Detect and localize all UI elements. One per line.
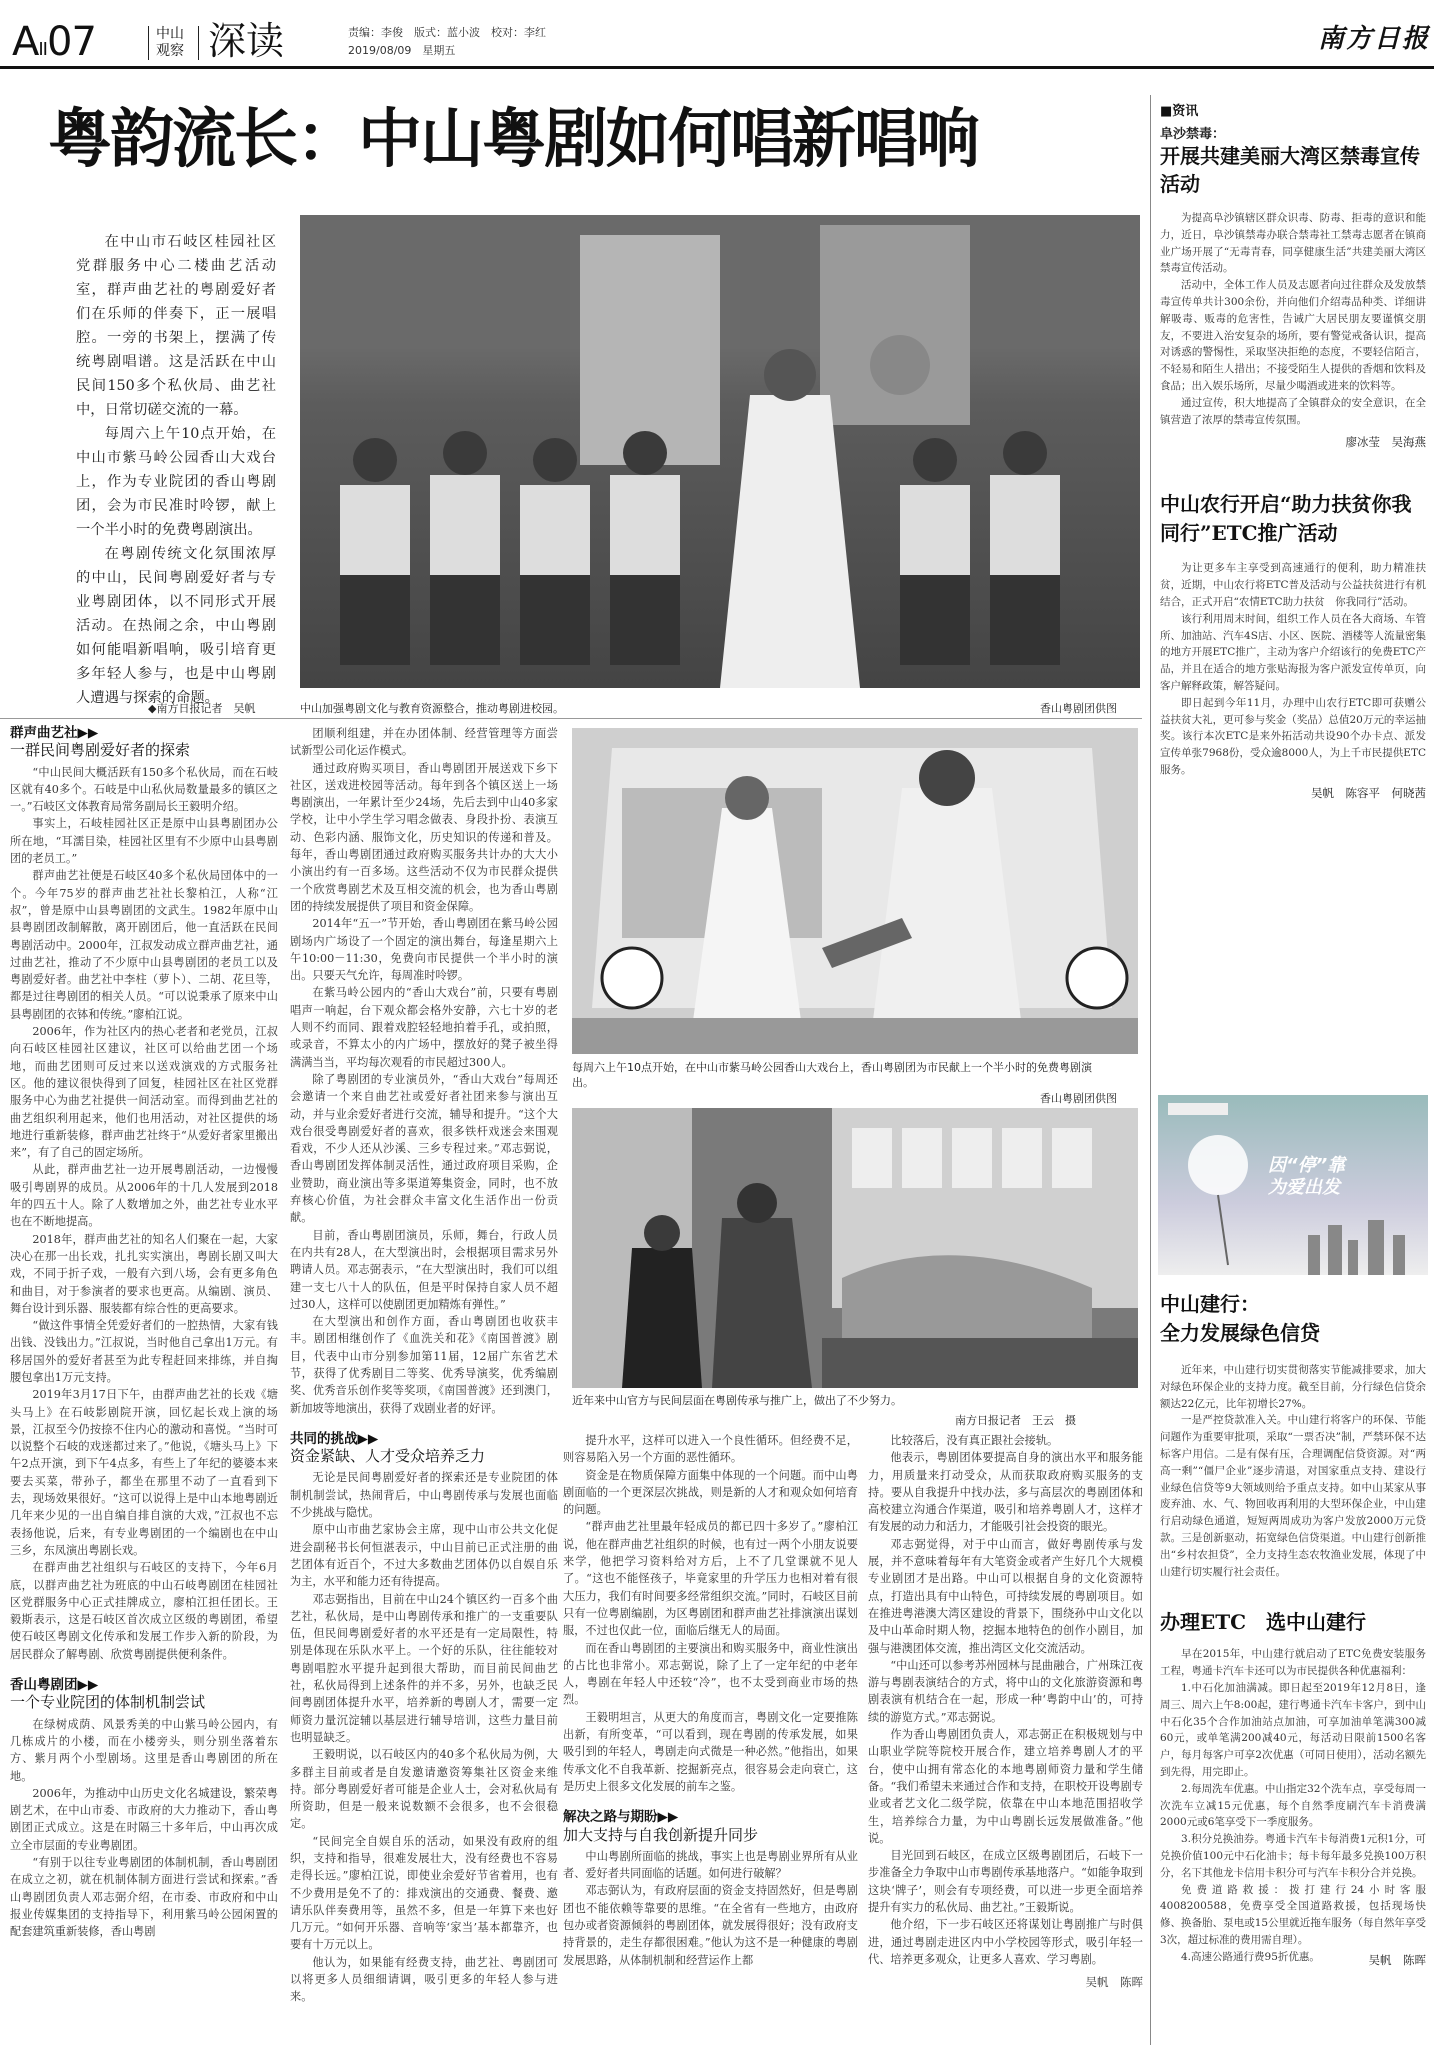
news-4-body: 早在2015年，中山建行就启动了ETC免费安装服务工程，粤通卡汽车卡还可以为市民提供各种优惠福利： 1.中石化加油满减。即日起至2019年12月8日，逢周三、周六上午8:00起，建行粤通卡汽车卡客户，到中山中石化35个合作加油站点加油，可享加油单笔满300减60元，或单笔满200减40元，每活动日限前1500名客户，每月每客户可享2次优惠（可同日使用），活动名额先到先得，用完即止。 2.每周洗车优惠。中山指定32个洗车点，享受每周一次洗车立减15元优惠，每个自然季度刷汽车卡消费满2000元或6笔享受下一季度服务。 3.积分兑换油券。粤通卡汽车卡每消费1元积1分，可兑换价值100元中石化油卡；每卡每年最多兑换100万积分，名下其他龙卡信用卡积分可与汽车卡积分合并兑换。 免费道路救援：拨打建行24小时客服4008200588，免费享受全国道路救援，包括现场快修、换备胎、泵电或15公里就近拖车服务（每自然年享受3次，超过标准的费用需自理）。 4.高速公路通行费95折优惠。 (1160, 1648, 1426, 1963)
opera-performance-image (572, 728, 1138, 1054)
section-title: 深读 (208, 19, 285, 63)
section-heading-solution: 解决之路与期盼▶▶ (563, 1809, 679, 1826)
ad-slogan: 因“停”靠 为爱出发 (1268, 1155, 1346, 1198)
column-3: 提升水平，这样可以进入一个良性循环。但经费不足，则容易陷入另一个方面的恶性循环。 资金是在物质保障方面集中体现的一个问题。而中山粤剧面临的一个更深层次挑战，则是新的人才和观众如何培育的问题。 “群声曲艺社里最年轻成员的都已四十多岁了。”廖柏江说，他在群声曲艺社组织的时候，也有过一两个小朋友说要来学，他把学习资料给对方后，上不了几堂课就不见人了。“这也不能怪孩子，毕竟家里的升学压力也相对着有很大压力，我们有时间要多经常组织交流。”同时，石岐区目前只有一位粤剧编剧，为区粤剧团和群声曲艺社排演演出谋划服，不过也仅此一位，面临后继无人的局面。 而在香山粤剧团的主要演出和购买服务中，商业性演出的占比也非常小。邓志弼说，除了上了一定年纪的中老年人，粤剧在年轻人中还较“冷”，也不太受到商业市场的热烈。 王毅明坦言，从更大的角度而言，粤剧文化一定要推陈出新，有所变革，“可以看到，现在粤剧的传承发展，如果吸引到的年轻人，粤剧走向式微是一种必然。”他指出，如果传承文化不自我革新、挖掘新亮点，很容易会走向衰亡，这是历史上很多文化发展的前车之鉴。 解决之路与期盼▶▶ 加大支持与自我创新提升同步 中山粤剧所面临的挑战，事实上也是粤剧业界所有从业者、爱好者共同面临的话题。如何进行破解？ 邓志弼认为，有政府层面的资金支持固然好，但是粤剧团也不能依赖等靠要的思维。“在全省有一些地方，由政府包办或者资源倾斜的粤剧团体，就发展得很好；没有政府支持背景的，走生存都很困难。”他认为这不是一种健康的粤剧发展思路，从体制机制和经营运作上都 (563, 1434, 858, 1967)
headline: 粤韵流长：中山粤剧如何唱新唱响 (48, 102, 978, 177)
section-heading-qunsheng: 群声曲艺社▶▶ (10, 725, 99, 741)
opera-performance-photo (572, 728, 1138, 1054)
column-2: 团顺利组建，并在办团体制、经营管理等方面尝试新型公司化运作模式。 通过政府购买项目，香山粤剧团开展送戏下乡下社区，送戏进校园等活动。每年到各个镇区送上一场粤剧演出，一年累计至少24场，先后去到中山40多家学校，让中小学生学习唱念做表、身段扑扮、表演互动、色彩内涵、服饰文化，历史知识的传递和普及。每年，香山粤剧团通过政府购买服务共计办的大大小小演出约有一百多场。这些活动不仅为市民群众提供一个欣赏粤剧艺术及互相交流的机会，也为香山粤剧团的持续发展提供了项目和资金保障。 2014年“五一”节开始，香山粤剧团在紫马岭公园剧场内广场设了一个固定的演出舞台，每逢星期六上午10:00－11:30，免费向市民提供一个半小时的演出。只要天气允许，每周准时呤锣。 在紫马岭公园内的“香山大戏台”前，只要有粤剧唱声一响起，台下观众都会格外安静，六七十岁的老人则不约而同、跟着戏腔轻轻地拍着手孔，或拍照，或录音，不算太小的内广场中，摆放好的凳子被坐得满满当当，平均每次观看的市民超过300人。 除了粤剧团的专业演员外，“香山大戏台”每周还会邀请一个来自曲艺社或爱好者社团来参与演出互动，并与业余爱好者进行交流，辅导和提升。“这个大戏台很受粤剧爱好者的喜欢，很多铁杆戏迷会来围观看戏，不少人还从沙溪、三乡专程过来。”邓志弼说，香山粤剧团发挥体制灵活性，通过政府项目采购，企业赞助，商业演出等多渠道筹集资金，同时，也不放弃核心价值，为社会群众丰富文化生活作出一份贡献。 目前，香山粤剧团演员，乐师，舞台，行政人员在内共有28人，在大型演出时，会根据项目需求另外聘请人员。邓志弼表示，“在大型演出时，我们可以组建一支七八十人的队伍，但是平时保持自家人员不超过30人，这样可以使剧团更加精炼有弹性。” 在大型演出和创作方面，香山粤剧团也收获丰丰。剧团相继创作了《血洗关和花》《南国普渡》剧目，代表中山市分别参加第11届，12届广东省艺术节，获得了优秀剧目二等奖、优秀导演奖，优秀编剧奖、优秀音乐创作奖等奖项，《南国普渡》还到澳门，新加坡等地演出，获得了戏剧业者的好评。 共同的挑战▶▶ 资金紧缺、人才受众培养乏力 无论是民间粤剧爱好者的探索还是专业院团的体制机制尝试，热闹背后，中山粤剧传承与发展也面临不少挑战与隐忧。 原中山市曲艺家协会主席，现中山市公共文化促进会副秘书长何恒湛表示，中山目前已正式注册的曲艺团体有近百个，不过大多数曲艺团体仍以自娱自乐为主，水平和能力还有待提高。 邓志弼指出，目前在中山24个镇区约一百多个曲艺社，私伙局，是中山粤剧传承和推广的一支重要队伍，但民间粤剧爱好者的水平还是有一定局限性，特别是体现在乐队水平上。一个好的乐队，往往能较对粤剧唱腔水平提升起到很大帮助，而目前民间曲艺社，私伙局得到上述条件的并不多，另外，也缺乏民间粤剧团体提升水平，培养新的粤剧人才，需要一定师资力量沉淀辅以基层进行辅导培训，这些力量目前也明显缺乏。 王毅明说，以石岐区内的40多个私伙局为例，大多群主目前或者是自发邀请邀资筹集社区资金来维持。部分粤剧爱好者可能是企业人士，会对私伙局有所资助，但是一般来说数额不会很多，也不会很稳定。 “民间完全自娱自乐的活动，如果没有政府的组织，支持和指导，很难发展壮大，没有经费也不容易走得长远。”廖柏江说，即使业余爱好节省着用，也有不少费用是免不了的：排戏演出的交通费、餐费、邀请乐队伴奏费用等，虽然不多，但是一年算下来也好几万元。“如何开乐器、音响等‘家当’基本都靠齐，也要有十万元以上。 他认为，如果能有经费支持，曲艺社、粤剧团可以将更多人员细细请调，吸引更多的年轻人参与进来。 (290, 727, 558, 2004)
section-subheading-solution: 加大支持与自我创新提升同步 (563, 1825, 759, 1844)
column-1: 群声曲艺社▶▶ 一群民间粤剧爱好者的探索 “中山民间大概活跃有150多个私伙局，而在石岐区就有40多个。石岐是中山私伙局数量最多的镇区之一。”石岐区文体教育局常务副局长王毅明介绍。 事实上，石岐桂园社区正是原中山县粤剧团办公所在地，“耳濡目染，桂园社区里有不少原中山县粤剧团的老员工。” 群声曲艺社便是石岐区40多个私伙局団体中的一个。今年75岁的群声曲艺社社长黎柏江，人称“江叔”，曾是原中山县粤剧团的文武生。1982年原中山县粤剧团改制解散，离开剧团后，他一直活跃在民间粤剧活动中。2000年，江叔发动成立群声曲艺社，通过曲艺社，推动了不少原中山县粤剧团的老员工以及粤剧爱好者。曲艺社中李柱（萝卜）、二胡、花旦等，都是过往粤剧团的相关人员。“可以说秉承了原来中山县粤剧团的衣钵和传统。”廖柏江说。 2006年，作为社区内的热心老者和老党员，江叔向石岐区桂园社区建议，社区可以给曲艺团一个场地，而曲艺团则可反过来以送戏演戏的方式服务社区。他的建议很快得到了回复，桂园社区在社区党群服务中心为曲艺社提供一间活动室。而得到曲艺社的曲艺组织利用起来，他们也用活动，对社区提供的场地进行重新装修，群声曲艺社终于“从爱好者家里搬出来”，有了自己的固定场所。 从此，群声曲艺社一边开展粤剧活动，一边慢慢吸引粤剧界的成员。从2006年的十几人发展到2018年的四五十人。除了人数增加之外，曲艺社专业水平也在不断地提高。 2018年，群声曲艺社的知名人们聚在一起，大家决心在那一出长戏，扎扎实实演出，粤剧长剧又叫大戏，不同于折子戏，一般有六到八场，会有更多角色和曲目，对于参演者的要求也更高。从编剧、演员、舞台设计到乐器、服装都有综合性的更高要求。 “做这件事情全凭爱好者们的一腔热情，大家有钱出钱、没钱出力。”江叔说，当时他自己拿出1万元。有移居国外的爱好者甚至为此专程赶回来排练，并自掏腰包拿出1万元支持。 2019年3月17日下午，由群声曲艺社的长戏《塘头马上》在石岐影剧院开演，回忆起长戏上演的场景，江叔至今仍按捺不住内心的激动和喜悦。“当时可以说整个石岐的戏迷都过来了。”他说，《塘头马上》下午2点开演，到下午4点多，有些上了年纪的婆婆本来要去买菜，带孙子，都坐在那里不动了一直看到下去，现场效果很好。“这可以说得上是中山本地粤剧近几年来少见的一出自编自排自演的大戏，”江叔也不忘表扬他说，后来，有专业粤剧团的一个编剧也在中山三乡，东凤演出粤剧长戏。 在群声曲艺社组织与石岐区的支持下，今年6月底，以群声曲艺社为班底的中山石岐粤剧团在桂园社区党群服务中心正式挂牌成立，廖柏江担任团长。王毅斯表示，这是石岐区首次成立区级的粤剧团，希望使石岐区粤剧文化传承和发展工作步入新的阶段，为居民群众了解粤剧、欣赏粤剧提供便利条件。 香山粤剧团▶▶ 一个专业院团的体制机制尝试 在绿树成荫、风景秀美的中山紫马岭公园内，有几栋成片的小楼，而在小楼旁头，则分别坐落着东方、紫月两个小型剧场。这里是香山粤剧团的所在地。 2006年，为推动中山历史文化名城建设，繁荣粤剧艺术，在中山市委、市政府的大力推动下，香山粤剧团正式成立。这是在时隔三十多年后，中山再次成立全市层面的专业粤剧团。 “有别于以往专业粤剧团的体制机制，香山粤剧团在成立之初，就在机制体制方面进行尝试和探索。”香山粤剧团负责人邓志弼介绍，在市委、市政府和中山报业传媒集团的支持指导下，利用紫马岭公园闲置的配套建筑重新装修，香山粤剧 (10, 725, 278, 1939)
page-header (0, 0, 1434, 64)
exhibition-image (572, 1108, 1138, 1388)
main-photo-image (300, 215, 1140, 688)
news-3-body: 近年来，中山建行切实贯彻落实节能减排要求，加大对绿色环保企业的支持力度。截至目前，分行绿色信贷余额达22亿元，比年初增长27%。 一是严控贷款准入关。中山建行将客户的环保、节能问题作为重要审批项，采取“一票否决”制，严禁环保不达标客户用信。二是有保有压，合理调配信贷资源。对“两高一剩”“僵尸企业”逐步清退，对国家重点支持、建设行业绿色信贷等9大领域则给予重点支持。如中山某家从事废弃油、水、气、物回收再利用的大型环保企业，中山建行启动绿色通道，短短两周成功为客户发放2000万元贷款。三是创新驱动，拓宽绿色信贷渠道。中山建行创新推出“乡村农担贷”，全力支持生态农牧渔业发展，体现了中山建行切实履行社会责任。 (1160, 1364, 1426, 1578)
section-small-label: 中山 观察 (156, 26, 184, 59)
news-4-byline: 吴帆 陈晖 (1368, 1953, 1426, 1968)
section-heading-xiangshan: 香山粤剧团▶▶ (10, 1677, 99, 1694)
main-photo (300, 215, 1140, 688)
news-1-body: 为提高阜沙镇辖区群众识毒、防毒、拒毒的意识和能力，近日，阜沙镇禁毒办联合禁毒社工禁毒志愿者在镇商业广场开展了“无毒青春，同享健康生活”共建美丽大湾区禁毒宣传活动。 活动中，全体工作人员及志愿者向过往群众及发放禁毒宣传单共计300余份，并向他们介绍毒品种类、详细讲解吸毒、贩毒的危害性，告诫广大居民朋友要谨慎交朋友，不要进入治安复杂的场所，要有警觉戒备认识，提高对诱惑的警惕性，采取坚决拒绝的态度，不要轻信陌言，不轻易和陌生人措出；不接受陌生人提供的香烟和饮料及食品；出入娱乐场所，尽量少喝酒或进来的饮料等。 通过宣传，积大地提高了全镇群众的安全意识，在全镇营造了浓厚的禁毒宣传氛围。 (1160, 212, 1426, 426)
main-photo-source: 香山粤剧团供图 (1040, 702, 1117, 715)
opera-photo-caption: 每周六上午10点开始，在中山市紫马岭公园香山大戏台上，香山粤剧团为市民献上一个半小时的免费粤剧演出。 (572, 1061, 1092, 1089)
main-photo-caption: 中山加强粤剧文化与教育资源整合，推动粤剧进校园。 (300, 702, 564, 715)
main-photo-credit: ◆南方日报记者 吴帆 (148, 702, 256, 715)
opera-photo-credit: 香山粤剧团供图 (1040, 1092, 1117, 1105)
news-2-title: 中山农行开启“助力扶贫你我同行”ETC推广活动 (1160, 492, 1412, 546)
paper-logo: 南方日报 (1318, 24, 1431, 54)
column-4: 比较落后，没有真正跟社会接轨。 他表示，粤剧团体要提高自身的演出水平和服务能力，用质量来打动受众，从而获取政府购买服务的支持。要从自我提升中找办法，多与高层次的粤剧团体和高校建立沟通合作渠道，吸引和培养粤剧人才，这样才有发展的动力和活力，才能吸引社会投资的眼光。 邓志弼觉得，对于中山而言，做好粤剧传承与发展，并不意味着每年有大笔资金或者产生好几个大规模专业剧团才是出路。中山可以根据自身的文化资源特点，打造出具有中山特色，可持续发展的粤剧项目。如在推进粤港澳大湾区建设的背景下，围绕孙中山文化以及中山革命时期人物，挖掘本地特色的创作小剧目，加强与港澳团体交流，推出湾区文化交流活动。 “中山还可以参考苏州园林与昆曲融合，广州珠江夜游与粤剧表演结合的方式，将中山的文化旅游资源和粤剧表演有机结合在一起，形成一种‘粤韵中山’的，可持续的游览方式。”邓志弼说。 作为香山粤剧团负责人，邓志弼正在积极规划与中山职业学院等院校开展合作，建立培养粤剧人才的平台，使中山拥有常态化的本地粤剧师资力量和学生储备。“我们希望未来通过合作和支持，在职校开设粤剧专业或者艺文化二级学院，依靠在中山本地范围招收学生，培养综合力量，为中山粤剧长远发展做准备。”他说。 目光回到石岐区，在成立区级粤剧团后，石岐下一步准备全力争取中山市粤剧传承基地落户。“如能争取到这块‘牌子’，则会有专项经费，可以进一步更全面培养提升有实力的私伙局、曲艺社。”王毅斯说。 他介绍，下一步石岐区还将谋划让粤剧推广与时俱进，通过粤剧走进区内中小学校园等形式，吸引年轻一代、培养更多观众，让更多人喜欢、学习粤剧。 吴帆 陈晖 (868, 1432, 1143, 2052)
exhibition-photo-credit: 南方日报记者 王云 摄 (955, 1414, 1076, 1427)
sidebar-section-label: ■资讯 (1160, 104, 1199, 119)
bank-ad-image (1158, 1095, 1428, 1275)
news-2-byline: 吴帆 陈容平 何晓茜 (1311, 785, 1426, 800)
section-subheading-xiangshan: 一个专业院团的体制机制尝试 (10, 1693, 206, 1712)
section-subheading-qunsheng: 一群民间粤剧爱好者的探索 (10, 741, 191, 760)
news-1-title: 开展共建美丽大湾区禁毒宣传活动 (1160, 144, 1420, 196)
exhibition-photo (572, 1108, 1138, 1388)
news-1-kicker: 阜沙禁毒： (1160, 127, 1226, 142)
exhibition-photo-caption: 近年来中山官方与民间层面在粤剧传承与推广上，做出了不少努力。 (572, 1394, 902, 1407)
section-subheading-challenge: 资金紧缺、人才受众培养乏力 (290, 1447, 486, 1466)
sidebar-news-2 (1160, 1290, 1426, 1968)
news-4-title: 办理ETC 选中山建行 (1160, 1610, 1367, 1635)
section-heading-challenge: 共同的挑战▶▶ (290, 1430, 379, 1447)
sidebar-news (1160, 100, 1426, 801)
news-2-body: 为让更多车主享受到高速通行的便利，助力精准扶贫，近期，中山农行将ETC普及活动与公益扶贫进行有机结合，正式开启“农情ETC助力扶贫 你我同行”活动。 该行利用周末时间，组织工作人员在各大商场、车管所、加油站、汽车4S店、小区、医院、酒楼等人流量密集的地方开展ETC推广，主动为客户介绍该行的免费ETC产品，并且在适合的地方张贴海报为客户派发宣传单页，向客户解释政策，解答疑问。 即日起到今年11月，办理中山农行ETC即可获赠公益扶贫大礼，更可参与奖金（奖品）总值20万元的幸运抽奖。该行本次ETC是来外拓活动共设90个办卡点、派发宣传单张7968份，受众逾8000人，为上千市民提供ETC服务。 (1160, 562, 1426, 776)
intro-text: 在中山市石岐区桂园社区党群服务中心二楼曲艺活动室，群声曲艺社的粤剧爱好者们在乐师的伴奏下，正一展唱腔。一旁的书架上，摆满了传统粤剧唱谱。这是活跃在中山民间150多个私伙局、曲艺社中，日常切磋交流的一幕。 每周六上午10点开始，在中山市紫马岭公园香山大戏台上，作为专业院团的香山粤剧团，会为市民准时呤锣，献上一个半小时的免费粤剧演出。 在粤剧传统文化氛围浓厚的中山，民间粤剧爱好者与专业粤剧团体，以不同形式开展活动。在热闹之余，中山粤剧如何能唱新唱响，吸引培育更多年轻人参与，也是中山粤剧人遭遇与探索的命题。 (76, 234, 276, 706)
article-byline: 吴帆 陈晖 (1085, 1975, 1143, 1990)
page-number: AII07 (12, 19, 96, 65)
news-3-title: 中山建行： 全力发展绿色信贷 (1160, 1292, 1320, 1345)
page-credits: 责编：李俊 版式：蓝小波 校对：李红 2019/08/09 星期五 (348, 26, 546, 57)
news-1-byline: 廖冰莹 吴海燕 (1345, 435, 1426, 450)
